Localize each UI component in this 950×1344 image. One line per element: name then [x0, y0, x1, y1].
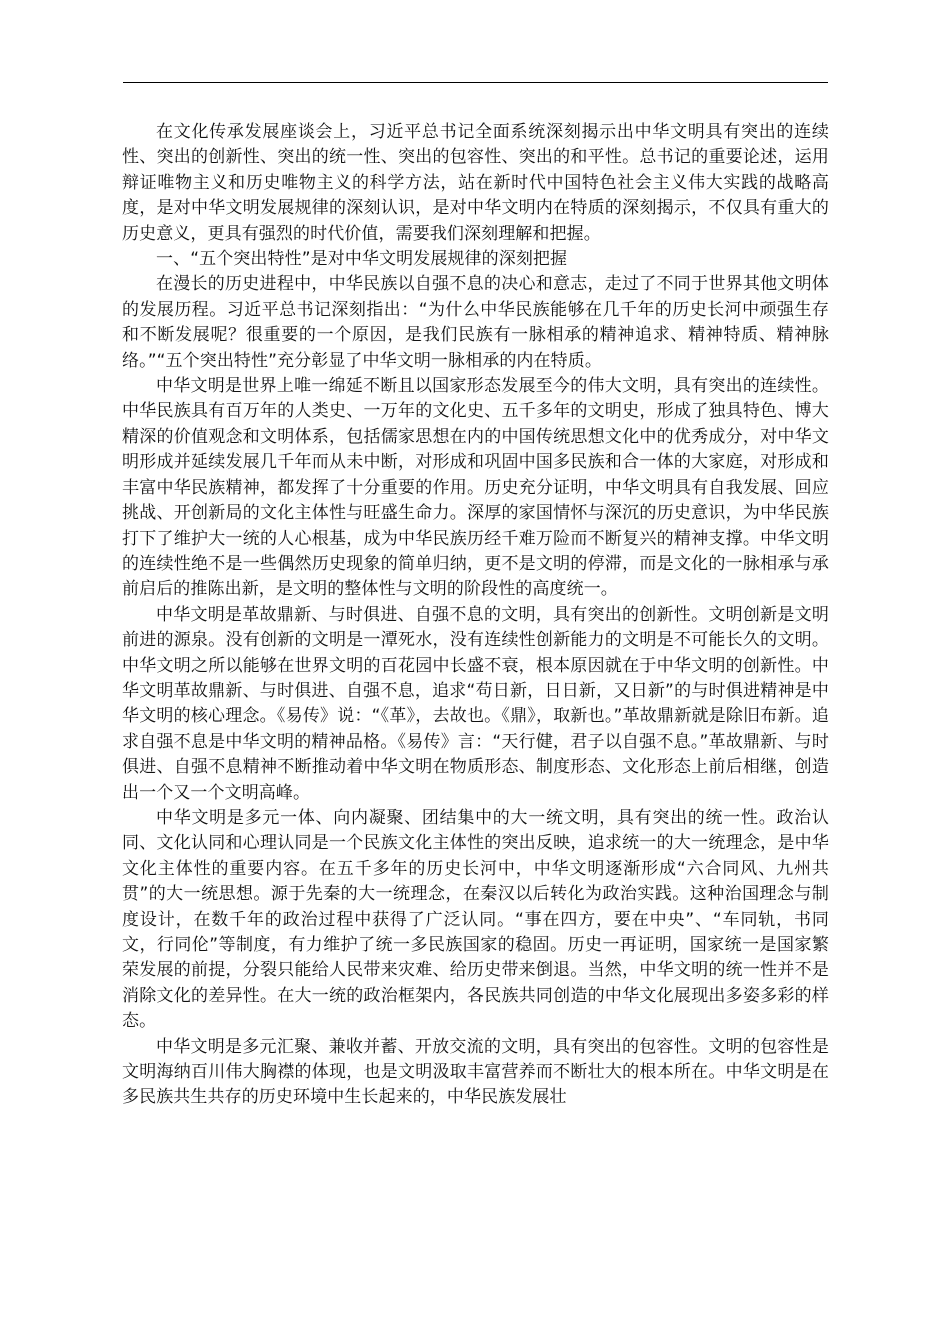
paragraph-innovation: 中华文明是革故鼎新、与时俱进、自强不息的文明，具有突出的创新性。文明创新是文明前进的源泉。没有创新的文明是一潭死水，没有连续性创新能力的文明是不可能长久的文明。中华文明之所以能够在世界文明的百花园中长盛不衰，根本原因就在于中华文明的创新性。中华文明革故鼎新、与时俱进、自强不息，追求“苟日新，日日新，又日新”的与时俱进精神是中华文明的核心理念。《易传》说：“《革》，去故也。《鼎》，取新也。”革故鼎新就是除旧布新。追求自强不息是中华文明的精神品格。《易传》言：“天行健，君子以自强不息。”革故鼎新、与时俱进、自强不息精神不断推动着中华文明在物质形态、制度形态、文化形态上前后相继，创造出一个又一个文明高峰。 — [122, 604, 829, 803]
document-body — [122, 120, 829, 1111]
paragraph-historical-process: 在漫长的历史进程中，中华民族以自强不息的决心和意志，走过了不同于世界其他文明体的发展历程。习近平总书记深刻指出：“为什么中华民族能够在几千年的历史长河中顽强生存和不断发展呢？很重要的一个原因，是我们民族有一脉相承的精神追求、精神特质、精神脉络。”“五个突出特性”充分彰显了中华文明一脉相承的内在特质。 — [122, 274, 829, 371]
paragraph-continuity: 中华文明是世界上唯一绵延不断且以国家形态发展至今的伟大文明，具有突出的连续性。中华民族具有百万年的人类史、一万年的文化史、五千多年的文明史，形成了独具特色、博大精深的价值观念和文明体系，包括儒家思想在内的中国传统思想文化中的优秀成分，对中华文明形成并延续发展几千年而从未中断，对形成和巩固中国多民族和合一体的大家庭，对形成和丰富中华民族精神，都发挥了十分重要的作用。历史充分证明，中华文明具有自我发展、回应挑战、开创新局的文化主体性与旺盛生命力。深厚的家国情怀与深沉的历史意识，为中华民族打下了维护大一统的人心根基，成为中华民族历经千难万险而不断复兴的精神支撑。中华文明的连续性绝不是一些偶然历史现象的简单归纳，更不是文明的停滞，而是文化的一脉相承与承前启后的推陈出新，是文明的整体性与文明的阶段性的高度统一。 — [122, 376, 829, 600]
paragraph-unity: 中华文明是多元一体、向内凝聚、团结集中的大一统文明，具有突出的统一性。政治认同、文化认同和心理认同是一个民族文化主体性的突出反映，追求统一的大一统理念，是中华文化主体性的重要内容。在五千多年的历史长河中，中华文明逐渐形成“六合同风、九州共贯”的大一统思想。源于先秦的大一统理念，在秦汉以后转化为政治实践。这种治国理念与制度设计，在数千年的政治过程中获得了广泛认同。“事在四方，要在中央”、“车同轨，书同文，行同伦”等制度，有力维护了统一多民族国家的稳固。历史一再证明，国家统一是国家繁荣发展的前提，分裂只能给人民带来灾难、给历史带来倒退。当然，中华文明的统一性并不是消除文化的差异性。在大一统的政治框架内，各民族共同创造的中华文化展现出多姿多彩的样态。 — [122, 807, 829, 1032]
paragraph-intro: 在文化传承发展座谈会上，习近平总书记全面系统深刻揭示出中华文明具有突出的连续性、突出的创新性、突出的统一性、突出的包容性、突出的和平性。总书记的重要论述，运用辩证唯物主义和历史唯物主义的科学方法，站在新时代中国特色社会主义伟大实践的战略高度，是对中华文明发展规律的深刻认识，是对中华文明内在特质的深刻揭示，不仅具有重大的历史意义，更具有强烈的时代价值，需要我们深刻理解和把握。 — [122, 122, 829, 244]
section-heading-1: 一、“五个突出特性”是对中华文明发展规律的深刻把握 — [156, 249, 568, 270]
paragraph-inclusiveness: 中华文明是多元汇聚、兼收并蓄、开放交流的文明，具有突出的包容性。文明的包容性是文明海纳百川伟大胸襟的体现，也是文明汲取丰富营养而不断壮大的根本所在。中华文明是在多民族共生共存的历史环境中生长起来的，中华民族发展壮 — [122, 1036, 829, 1108]
header-rule — [123, 82, 828, 83]
